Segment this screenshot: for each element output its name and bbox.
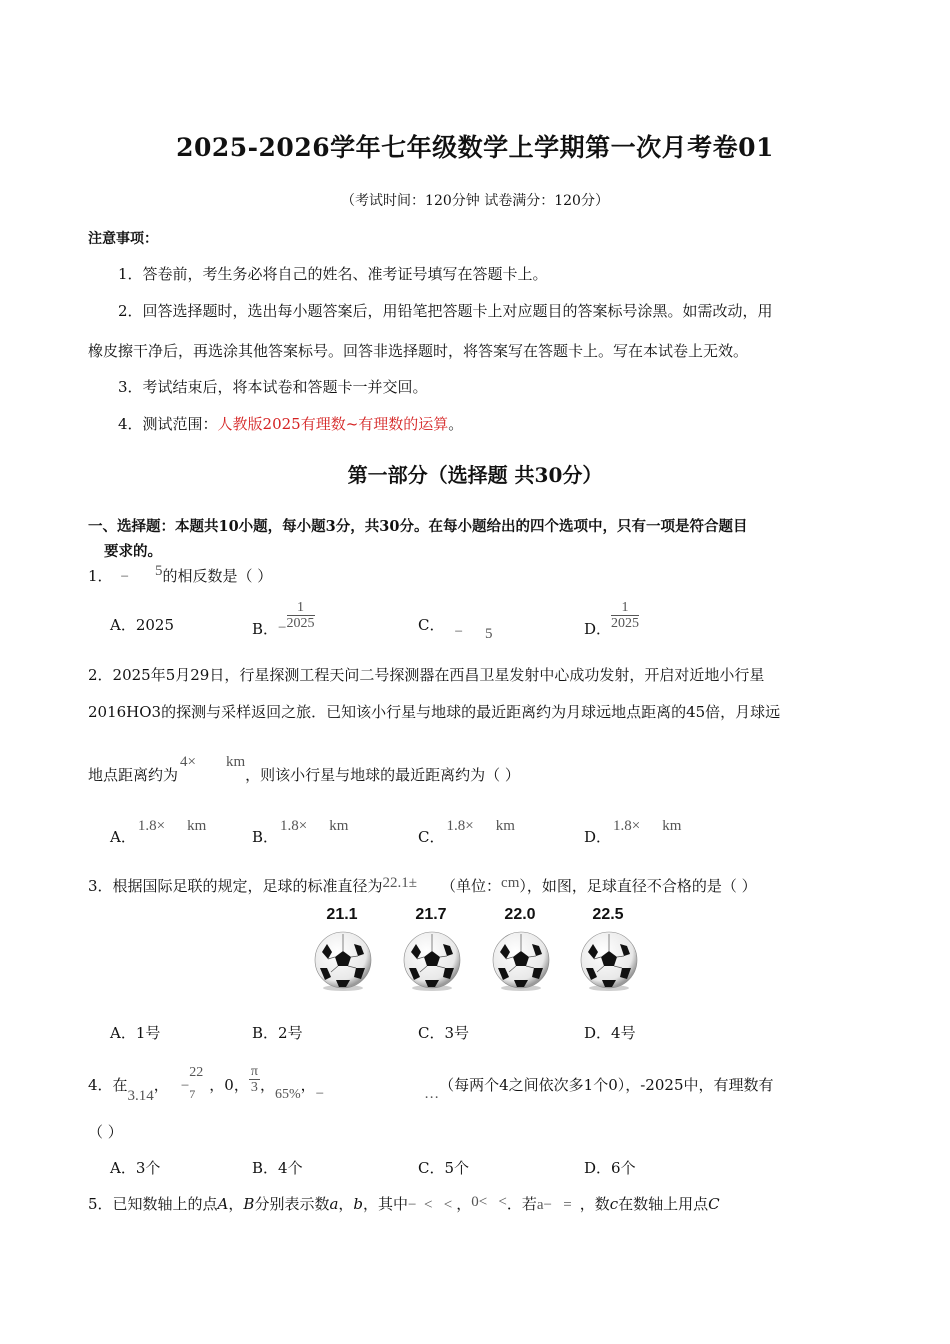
q4-ellipsis: … xyxy=(424,1085,440,1102)
q1-c-5: 5 xyxy=(484,626,493,642)
q1-b-label: B． xyxy=(252,619,279,638)
section-title: 第一部分（选择题 共30分） xyxy=(347,463,603,487)
q2-option-d[interactable] xyxy=(584,818,682,847)
soccer-ball-3-icon xyxy=(490,930,552,992)
q1-option-a[interactable] xyxy=(110,614,174,635)
q1-b-sign: − xyxy=(278,619,287,636)
ball-4-label: 22.5 xyxy=(592,906,624,923)
q3-option-c[interactable]: C．3号 xyxy=(418,1024,470,1042)
q4-option-b[interactable]: B．4个 xyxy=(252,1159,303,1177)
note-3: 3．考试结束后，将本试卷和答题卡一并交回。 xyxy=(118,378,428,396)
note-4 xyxy=(118,413,463,434)
q2-line2: 2016HO3的探测与采样返回之旅．已知该小行星与地球的最近距离约为月球远地点距离的45倍，月球远 xyxy=(88,703,781,721)
q2-c-m1: 1.8× xyxy=(446,818,474,834)
q2-d-m1: 1.8× xyxy=(613,818,641,834)
q2-d-label: D． xyxy=(584,828,612,846)
note-2-line2: 橡皮擦干净后，再选涂其他答案标号。回答非选择题时，将答案写在答题卡上。写在本试卷上无效。 xyxy=(88,342,749,360)
q5-mid3: ．若 xyxy=(506,1195,537,1213)
q1-math-minus: − xyxy=(120,569,130,585)
note-4-suffix: 。 xyxy=(448,415,464,433)
q3-option-a[interactable]: A．1号 xyxy=(110,1024,161,1042)
question-3 xyxy=(88,875,757,896)
q4-comma-4: ， xyxy=(259,1075,275,1094)
q2-a-m2: km xyxy=(187,818,207,834)
q5-mid4: ，数 xyxy=(579,1195,610,1213)
ball-1-label: 21.1 xyxy=(326,906,358,923)
q4-comma-5: ， xyxy=(300,1075,316,1094)
q3-unit: cm xyxy=(501,875,520,891)
q5-sep-3: ， xyxy=(456,1195,472,1213)
q4-option-d[interactable]: D．6个 xyxy=(584,1159,636,1177)
q1-option-b[interactable] xyxy=(252,600,315,638)
q1-d-den: 2025 xyxy=(611,616,640,632)
q5-point-c: C xyxy=(708,1195,720,1213)
q1-d-num: 1 xyxy=(611,600,639,616)
test-range: 人教版2025有理数~有理数的运算 xyxy=(217,415,449,433)
q1-c-label: C． xyxy=(418,616,445,634)
q1-text: 的相反数是（ ） xyxy=(162,567,273,585)
q2-line3-prefix: 地点距离约为 xyxy=(88,766,179,784)
q2-option-a[interactable] xyxy=(110,818,207,847)
q3-option-b[interactable]: B．2号 xyxy=(252,1024,303,1042)
q2-option-c[interactable] xyxy=(418,818,515,847)
q1-b-num: 1 xyxy=(287,600,315,616)
ball-3-label: 22.0 xyxy=(504,906,536,923)
q2-c-m2: km xyxy=(495,818,515,834)
part1-line2: 要求的。 xyxy=(104,543,162,560)
q2-option-b[interactable] xyxy=(252,818,349,847)
q4-comma-1: ， xyxy=(153,1075,169,1094)
note-1: 1．答卷前，考生务必将自己的姓名、准考证号填写在答题卡上。 xyxy=(118,265,548,283)
q3-prefix: 3．根据国际足联的规定，足球的标准直径为 xyxy=(88,877,383,895)
q2-line1: 2．2025年5月29日，行星探测工程天问二号探测器在西昌卫星发射中心成功发射，开启对近地小行星 xyxy=(88,666,765,684)
q1-math-5: 5 xyxy=(155,563,163,579)
soccer-ball-4-icon xyxy=(578,930,640,992)
q4-65: 65% xyxy=(274,1086,301,1102)
q2-a-label: A． xyxy=(110,828,136,846)
q4-314: 3.14 xyxy=(127,1087,154,1104)
notes-heading: 注意事项： xyxy=(88,231,158,247)
q1-number: 1． xyxy=(88,567,113,585)
ball-2-label: 21.7 xyxy=(415,906,447,923)
q5-point-b: B xyxy=(243,1195,255,1213)
q1-a-value: 2025 xyxy=(135,616,175,634)
q2-line3 xyxy=(88,754,520,785)
q4-pi-over-3 xyxy=(249,1064,260,1096)
q5-mid2: ，其中 xyxy=(363,1195,409,1213)
q4-option-a[interactable]: A．3个 xyxy=(110,1159,161,1177)
q5-mid: 分别表示数 xyxy=(254,1195,330,1213)
q5-sep-2: ， xyxy=(338,1195,354,1213)
part1-line1: 一、选择题：本题共10小题，每小题3分，共30分。在每小题给出的四个选项中，只有一项是符合题目 xyxy=(88,518,748,535)
q4-pi-num: π xyxy=(250,1064,258,1079)
q5-prefix: 5．已知数轴上的点 xyxy=(88,1195,218,1213)
q4-comma-2: ， xyxy=(209,1075,225,1094)
exam-subtitle: （考试时间：120分钟 试卷满分：120分） xyxy=(341,193,609,209)
q1-option-d[interactable] xyxy=(584,600,640,638)
q4-prefix: 4．在 xyxy=(88,1075,128,1094)
q4-suffix: （每两个4之间依次多1个0），-2025中，有理数有 xyxy=(439,1075,774,1094)
q1-option-c[interactable] xyxy=(418,614,493,642)
q4-comma-3: ， xyxy=(233,1075,249,1094)
q2-d-m2: km xyxy=(662,818,682,834)
q4-zero: 0 xyxy=(224,1075,234,1094)
q2-b-m2: km xyxy=(329,818,349,834)
note-2-line1: 2．回答选择题时，选出每小题答案后，用铅笔把答题卡上对应题目的答案标号涂黑。如需改动，用 xyxy=(118,302,773,320)
q2-line3-suffix: ，则该小行星与地球的最近距离约为（ ） xyxy=(245,766,520,784)
q5-var-a: a xyxy=(329,1195,339,1213)
q1-d-fraction xyxy=(611,600,639,632)
q1-d-label: D． xyxy=(584,619,612,638)
q4-paren: （ ） xyxy=(88,1123,123,1141)
q4-pi-den: 3 xyxy=(250,1080,258,1096)
q2-b-label: B． xyxy=(252,828,279,846)
q1-b-den: 2025 xyxy=(286,616,315,632)
q2-b-m1: 1.8× xyxy=(280,818,308,834)
q4-7: 7 xyxy=(189,1086,196,1101)
exam-title: 2025-2026学年七年级数学上学期第一次月考卷01 xyxy=(176,133,774,162)
note-4-prefix: 4．测试范围： xyxy=(118,415,218,433)
question-5 xyxy=(88,1193,720,1214)
q1-c-minus: − xyxy=(454,624,463,640)
q3-math: 22.1± xyxy=(382,875,418,891)
question-4 xyxy=(88,1064,774,1104)
q4-neg2: − xyxy=(315,1085,325,1102)
q4-option-c[interactable]: C．5个 xyxy=(418,1159,470,1177)
q4-22: 22 xyxy=(189,1064,204,1080)
q2-math-km: km xyxy=(225,754,246,770)
q5-m3: a− = xyxy=(536,1197,572,1213)
q1-a-label: A． xyxy=(110,616,136,634)
soccer-ball-1-icon xyxy=(312,930,374,992)
q3-option-d[interactable]: D．4号 xyxy=(584,1024,636,1042)
q5-var-c: c xyxy=(609,1195,619,1213)
question-1 xyxy=(88,565,272,586)
q3-suffix: ），如图，足球直径不合格的是（ ） xyxy=(519,877,757,895)
soccer-ball-2-icon xyxy=(401,930,463,992)
q5-m2: 0< < xyxy=(471,1194,507,1210)
q2-a-m1: 1.8× xyxy=(137,818,166,834)
q5-point-a: A xyxy=(217,1195,229,1213)
q3-unit-prefix: （单位： xyxy=(441,877,502,895)
q5-var-b: b xyxy=(353,1195,364,1213)
q4-neg: − xyxy=(180,1077,190,1094)
q2-c-label: C． xyxy=(418,828,445,846)
q5-m1: − < < xyxy=(408,1197,453,1213)
q1-b-fraction xyxy=(287,600,315,632)
q5-sep-1: ， xyxy=(228,1195,244,1213)
q5-mid5: 在数轴上用点 xyxy=(618,1195,709,1213)
q2-math-4x: 4× xyxy=(180,754,196,770)
